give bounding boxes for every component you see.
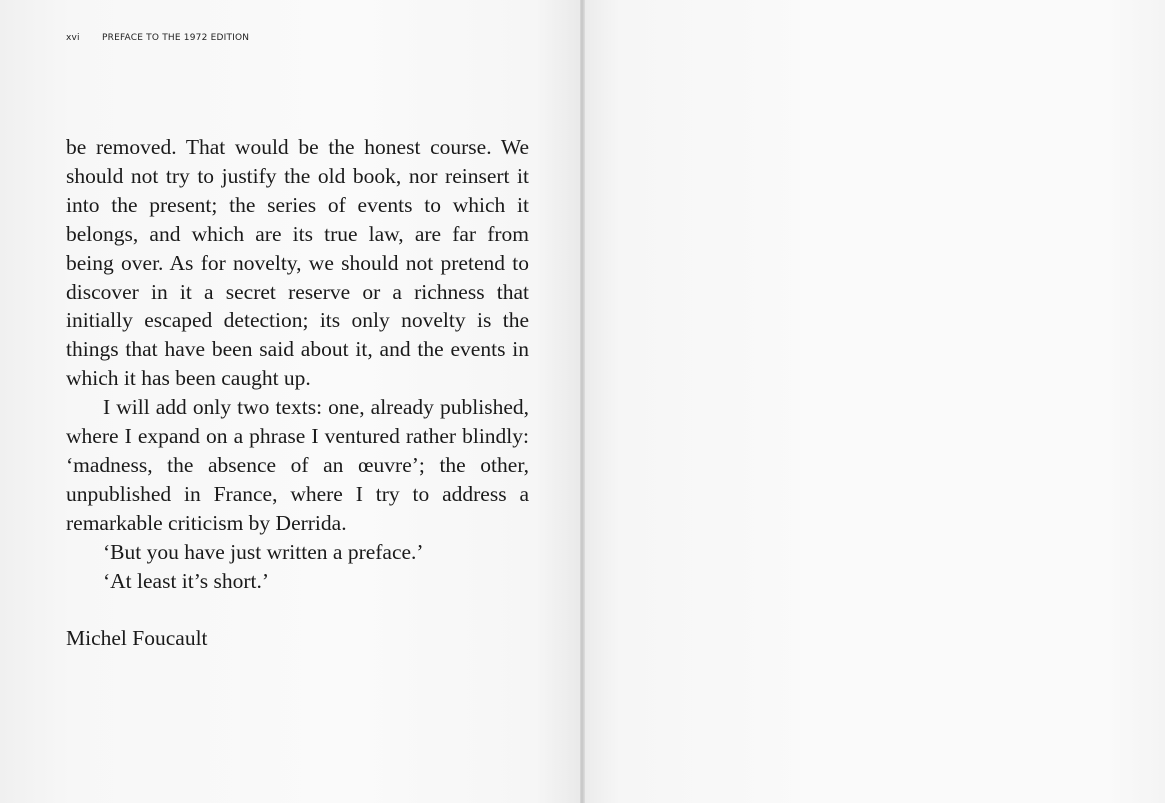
right-page-blank (585, 0, 1165, 803)
paragraph: I will add only two texts: one, already published, where I expand on a phrase I ventured rather blindly: ‘madness, the absence of an œuvre’; the other, unpublished in France, where I try to address a remarkable criticism by Derrida. (66, 395, 529, 535)
page-number: xvi (66, 33, 80, 43)
author-signature: Michel Foucault (66, 626, 208, 650)
running-head-title: PREFACE TO THE 1972 EDITION (102, 33, 250, 43)
paragraph: be removed. That would be the honest course. We should not try to justify the old book, nor reinsert it into the present; the series of events to which it belongs, and which are its true law, are far from being over. As for novelty, we should not pretend to discover in it a secret reserve or a richness that initially escaped detection; its only novelty is the things that have been said about it, and the events in which it has been caught up. (66, 135, 529, 391)
left-page (0, 0, 582, 803)
running-head (66, 33, 249, 43)
body-text (66, 133, 529, 596)
dialogue-line: ‘But you have just written a preface.’ (103, 539, 424, 564)
dialogue-line: ‘At least it’s short.’ (103, 568, 270, 593)
